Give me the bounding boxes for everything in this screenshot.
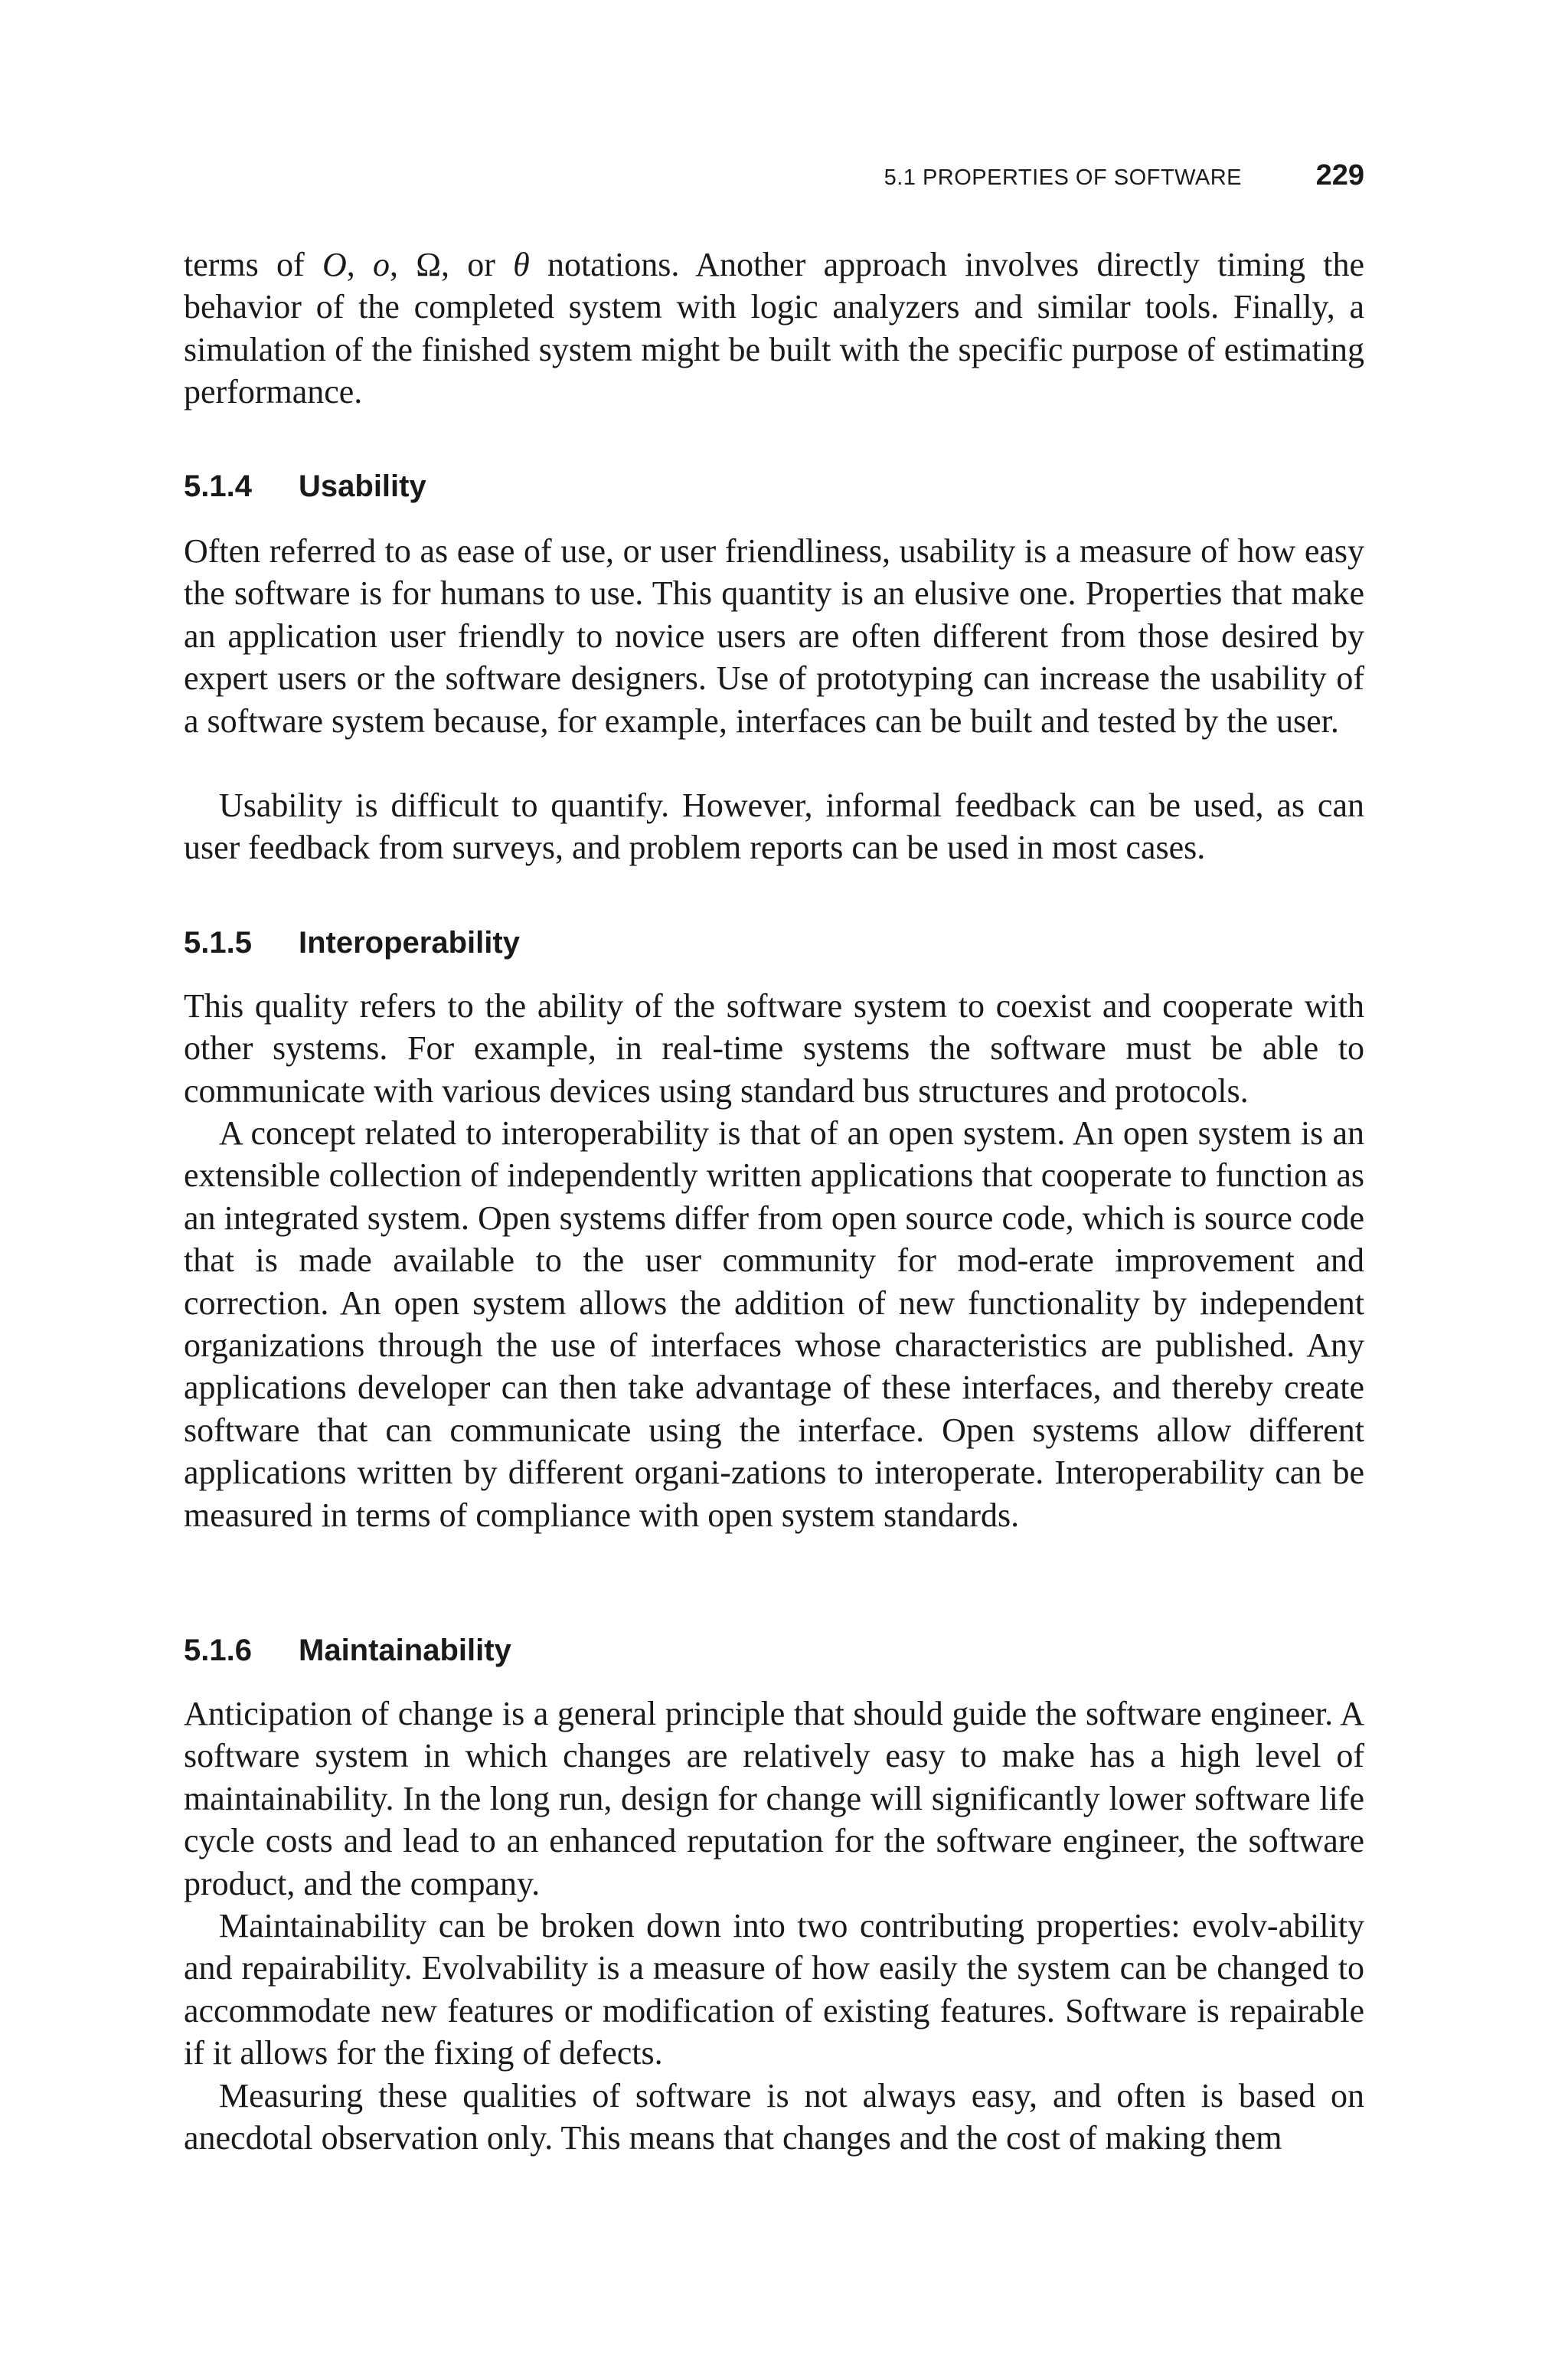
section-number: 5.1.4	[184, 469, 252, 503]
maintainability-paragraph-2: Maintainability can be broken down into two contributing properties: evolv-ability and repairability. Evolvability is a measure of how easily the system can be changed to accommodate new features or modification of existing features. Software is repairable if it allows for the fixing of defects.	[184, 1907, 1364, 2072]
section-heading-interoperability	[184, 924, 1364, 962]
section-heading-maintainability	[184, 1631, 1364, 1670]
maintainability-paragraph-3: Measuring these qualities of software is not always easy, and often is based on anecdotal observation only. This means that changes and the cost of making them	[184, 2077, 1364, 2157]
running-header-section: 5.1 PROPERTIES OF SOFTWARE	[884, 165, 1242, 190]
section-number: 5.1.6	[184, 1634, 252, 1667]
section-heading-usability	[184, 467, 1364, 505]
intro-rest-text: notations. Another approach involves directly timing the behavior of the completed system with logic analyzers and similar tools. Finally, a simulation of the finished system might be built with the specific purpose of estimating performance.	[184, 246, 1365, 411]
usability-paragraph-2: Usability is difficult to quantify. However, informal feedback can be used, as can user feedback from surveys, and problem reports can be used in most cases.	[184, 787, 1364, 867]
running-header	[184, 159, 1364, 198]
section-title: Interoperability	[299, 926, 520, 960]
intro-paragraph	[184, 244, 1364, 414]
separator: , or	[440, 246, 514, 283]
interoperability-paragraph-2: A concept related to interoperability is that of an open system. An open system is an extensible collection of independently written applications that cooperate to function as an integrated system. Open systems differ from open source code, which is source code that is made available to the user community for mod-erate improvement and correction. An open system allows the addition of new functionality by independent organizations through the use of interfaces whose characteristics are published. Any applications developer can then take advantage of these interfaces, and thereby create software that can communicate using the interface. Open systems allow different applications written by different organi-zations to interoperate. Interoperability can be measured in terms of compliance with open system standards.	[184, 1114, 1364, 1534]
theta-symbol: θ	[513, 246, 530, 283]
page-number: 229	[1315, 159, 1364, 191]
separator: ,	[346, 246, 373, 283]
interoperability-paragraph-1: This quality refers to the ability of the software system to coexist and cooperate with other systems. For example, in real-time systems the software must be able to communicate with various devices using standard bus structures and protocols.	[184, 987, 1364, 1110]
omega-symbol: Ω	[416, 246, 441, 283]
big-o-symbol: O	[322, 246, 347, 283]
usability-paragraph-1: Often referred to as ease of use, or user friendliness, usability is a measure of how easy the software is for humans to use. This quantity is an elusive one. Properties that make an application user friendly to novice users are often different from those desired by expert users or the software designers. Use of prototyping can increase the usability of a software system because, for example, interfaces can be built and tested by the user.	[184, 532, 1364, 740]
section-title: Maintainability	[299, 1634, 511, 1667]
little-o-symbol: o	[372, 246, 390, 283]
section-title: Usability	[299, 469, 426, 503]
section-number: 5.1.5	[184, 926, 252, 960]
separator: ,	[389, 246, 416, 283]
maintainability-paragraph-1: Anticipation of change is a general principle that should guide the software engineer. A software system in which changes are relatively easy to make has a high level of maintainability. In the long run, design for change will significantly lower software life cycle costs and lead to an enhanced reputation for the software engineer, the software product, and the company.	[184, 1695, 1364, 1902]
intro-lead-text: terms of	[184, 246, 305, 283]
